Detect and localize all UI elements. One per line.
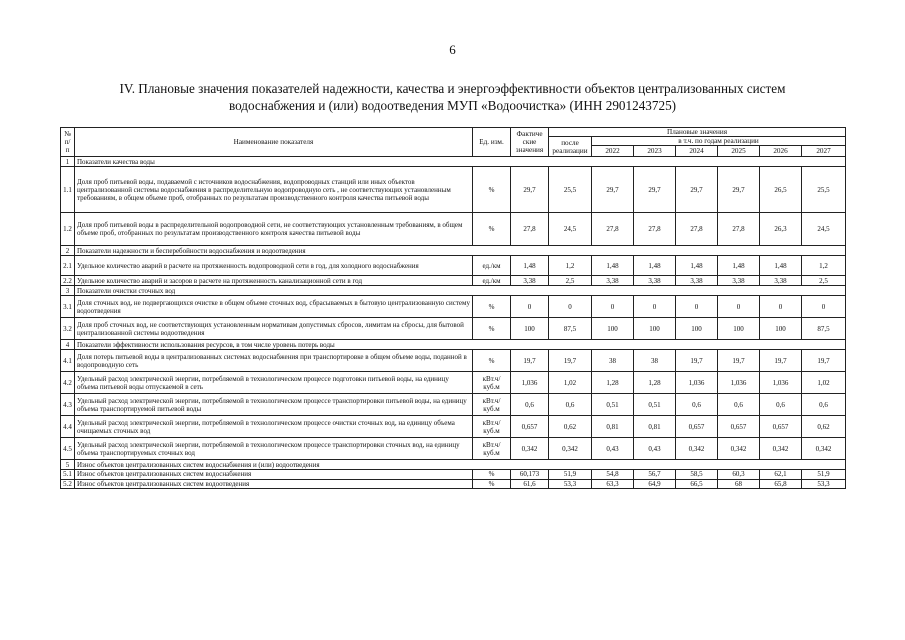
row-number: 3.1 xyxy=(61,296,75,318)
year-value: 0,342 xyxy=(760,438,802,460)
indicator-name: Удельное количество аварий и засоров в расчете на протяженность канализационной сети в год xyxy=(75,276,473,286)
year-value: 1,02 xyxy=(802,372,846,394)
unit-cell: ед./км xyxy=(473,276,511,286)
actual-value: 60,173 xyxy=(511,470,549,479)
row-number: 4.3 xyxy=(61,394,75,416)
year-value: 0 xyxy=(802,296,846,318)
table-row xyxy=(61,438,846,460)
row-number: 1.2 xyxy=(61,213,75,246)
after-implementation-value: 87,5 xyxy=(549,318,592,340)
indicator-name: Износ объектов централизованных систем водоотведения xyxy=(75,479,473,488)
row-number: 2.2 xyxy=(61,276,75,286)
unit-cell: кВт.ч/куб.м xyxy=(473,372,511,394)
year-value: 19,7 xyxy=(676,350,718,372)
year-value: 0,81 xyxy=(634,416,676,438)
indicator-name: Доля потерь питьевой воды в централизованных системах водоснабжения при транспортировке в общем объеме воды, поданной в водопроводную сеть xyxy=(75,350,473,372)
after-implementation-value: 0,6 xyxy=(549,394,592,416)
header-year: 2025 xyxy=(718,146,760,157)
year-value: 0,657 xyxy=(760,416,802,438)
header-number: № п/п xyxy=(61,128,75,157)
header-indicator-name: Наименование показателя xyxy=(75,128,473,157)
year-value: 1,036 xyxy=(676,372,718,394)
section-title: Показатели эффективности использования ресурсов, в том числе уровень потерь воды xyxy=(75,340,846,350)
header-year: 2023 xyxy=(634,146,676,157)
year-value: 29,7 xyxy=(592,167,634,213)
table-row xyxy=(61,276,846,286)
section-number: 5 xyxy=(61,460,75,470)
year-value: 24,5 xyxy=(802,213,846,246)
after-implementation-value: 25,5 xyxy=(549,167,592,213)
after-implementation-value: 19,7 xyxy=(549,350,592,372)
unit-cell: % xyxy=(473,479,511,488)
table-row xyxy=(61,372,846,394)
table-row xyxy=(61,470,846,479)
actual-value: 27,8 xyxy=(511,213,549,246)
indicator-name: Удельный расход электрической энергии, потребляемой в технологическом процессе транспортировки сточных вод, на единицу объема транспортируемых сточных вод xyxy=(75,438,473,460)
actual-value: 61,6 xyxy=(511,479,549,488)
year-value: 100 xyxy=(634,318,676,340)
section-row xyxy=(61,246,846,256)
year-value: 100 xyxy=(760,318,802,340)
section-number: 4 xyxy=(61,340,75,350)
header-actual-values: Фактиче ские значения xyxy=(511,128,549,157)
unit-cell: % xyxy=(473,213,511,246)
indicator-name: Доля проб питьевой воды, подаваемой с источников водоснабжения, водопроводных станций или иных объектов централизованной системы водоснабжения в распределительную водопроводную сеть , не соответствующих установленным требованиям, в общем объеме проб, отобранных по результатам производственного контроля качества питьевой воды xyxy=(75,167,473,213)
year-value: 38 xyxy=(592,350,634,372)
year-value: 0,657 xyxy=(718,416,760,438)
actual-value: 1,036 xyxy=(511,372,549,394)
year-value: 0 xyxy=(592,296,634,318)
year-value: 0,342 xyxy=(676,438,718,460)
section-title: Показатели качества воды xyxy=(75,157,846,167)
year-value: 62,1 xyxy=(760,470,802,479)
year-value: 3,38 xyxy=(634,276,676,286)
year-value: 53,3 xyxy=(802,479,846,488)
year-value: 0,6 xyxy=(718,394,760,416)
header-year: 2022 xyxy=(592,146,634,157)
year-value: 3,38 xyxy=(718,276,760,286)
actual-value: 0,6 xyxy=(511,394,549,416)
year-value: 27,8 xyxy=(718,213,760,246)
unit-cell: кВт.ч/куб.м xyxy=(473,416,511,438)
table-row xyxy=(61,318,846,340)
year-value: 1,48 xyxy=(634,256,676,276)
unit-cell: % xyxy=(473,296,511,318)
year-value: 25,5 xyxy=(802,167,846,213)
year-value: 19,7 xyxy=(802,350,846,372)
indicators-table xyxy=(60,127,846,489)
indicator-name: Удельное количество аварий в расчете на протяженность водопроводной сети в год, для холодного водоснабжения xyxy=(75,256,473,276)
year-value: 38 xyxy=(634,350,676,372)
indicator-name: Удельный расход электрической энергии, потребляемой в технологическом процессе очистки сточных вод, на единицу объема очищаемых сточных вод xyxy=(75,416,473,438)
year-value: 100 xyxy=(676,318,718,340)
row-number: 4.5 xyxy=(61,438,75,460)
year-value: 0,43 xyxy=(592,438,634,460)
row-number: 5.1 xyxy=(61,470,75,479)
year-value: 100 xyxy=(718,318,760,340)
indicator-name: Доля проб питьевой воды в распределительной водопроводной сети, не соответствующих установленным требованиям, в общем объеме проб, отобранных по результатам производственного контроля качества питьевой воды xyxy=(75,213,473,246)
year-value: 19,7 xyxy=(760,350,802,372)
year-value: 27,8 xyxy=(676,213,718,246)
year-value: 0,51 xyxy=(634,394,676,416)
year-value: 0,342 xyxy=(718,438,760,460)
section-row xyxy=(61,286,846,296)
year-value: 1,28 xyxy=(634,372,676,394)
year-value: 0,657 xyxy=(676,416,718,438)
table-row xyxy=(61,213,846,246)
year-value: 29,7 xyxy=(676,167,718,213)
section-title: Показатели надежности и бесперебойности водоснабжения и водоотведения xyxy=(75,246,846,256)
section-row xyxy=(61,340,846,350)
year-value: 65,8 xyxy=(760,479,802,488)
section-row xyxy=(61,460,846,470)
header-year: 2026 xyxy=(760,146,802,157)
year-value: 29,7 xyxy=(718,167,760,213)
after-implementation-value: 0,62 xyxy=(549,416,592,438)
row-number: 4.2 xyxy=(61,372,75,394)
year-value: 0,43 xyxy=(634,438,676,460)
year-value: 0,6 xyxy=(676,394,718,416)
year-value: 27,8 xyxy=(634,213,676,246)
unit-cell: % xyxy=(473,167,511,213)
year-value: 0,342 xyxy=(802,438,846,460)
year-value: 2,5 xyxy=(802,276,846,286)
header-year: 2024 xyxy=(676,146,718,157)
year-value: 19,7 xyxy=(718,350,760,372)
table-row xyxy=(61,296,846,318)
table-row xyxy=(61,394,846,416)
year-value: 0 xyxy=(718,296,760,318)
table-row xyxy=(61,256,846,276)
year-value: 0,81 xyxy=(592,416,634,438)
table-row xyxy=(61,350,846,372)
year-value: 1,036 xyxy=(718,372,760,394)
row-number: 4.1 xyxy=(61,350,75,372)
section-title: Показатели очистки сточных вод xyxy=(75,286,846,296)
page-number: 6 xyxy=(449,42,456,57)
indicator-name: Износ объектов централизованных систем водоснабжения xyxy=(75,470,473,479)
row-number: 1.1 xyxy=(61,167,75,213)
unit-cell: кВт.ч/куб.м xyxy=(473,394,511,416)
actual-value: 0 xyxy=(511,296,549,318)
after-implementation-value: 1,2 xyxy=(549,256,592,276)
year-value: 1,28 xyxy=(592,372,634,394)
section-number: 2 xyxy=(61,246,75,256)
actual-value: 100 xyxy=(511,318,549,340)
year-value: 0 xyxy=(676,296,718,318)
row-number: 5.2 xyxy=(61,479,75,488)
table-row xyxy=(61,167,846,213)
year-value: 0 xyxy=(760,296,802,318)
after-implementation-value: 24,5 xyxy=(549,213,592,246)
indicator-name: Доля проб сточных вод, не соответствующих установленным нормативам допустимых сбросов, лимитам на сбросы, для бытовой централизованной системы водоотведения xyxy=(75,318,473,340)
year-value: 3,38 xyxy=(760,276,802,286)
year-value: 66,5 xyxy=(676,479,718,488)
unit-cell: % xyxy=(473,470,511,479)
indicator-name: Доля сточных вод, не подвергающихся очистке в общем объеме сточных вод, сбрасываемых в бытовую централизованную систему водоотведения xyxy=(75,296,473,318)
row-number: 2.1 xyxy=(61,256,75,276)
year-value: 1,48 xyxy=(676,256,718,276)
actual-value: 19,7 xyxy=(511,350,549,372)
unit-cell: ед./км xyxy=(473,256,511,276)
actual-value: 29,7 xyxy=(511,167,549,213)
heading-line-1: IV. Плановые значения показателей надежности, качества и энергоэффективности объектов централизованных систем xyxy=(119,81,786,96)
year-value: 63,3 xyxy=(592,479,634,488)
year-value: 0,51 xyxy=(592,394,634,416)
section-title: Износ объектов централизованных систем водоснабжения и (или) водоотведения xyxy=(75,460,846,470)
actual-value: 1,48 xyxy=(511,256,549,276)
year-value: 1,48 xyxy=(592,256,634,276)
after-implementation-value: 2,5 xyxy=(549,276,592,286)
header-unit: Ед. изм. xyxy=(473,128,511,157)
after-implementation-value: 51,9 xyxy=(549,470,592,479)
unit-cell: % xyxy=(473,350,511,372)
row-number: 3.2 xyxy=(61,318,75,340)
after-implementation-value: 1,02 xyxy=(549,372,592,394)
heading-line-2: водоснабжения и (или) водоотведения МУП «Водоочистка» (ИНН 2901243725) xyxy=(228,98,677,113)
year-value: 87,5 xyxy=(802,318,846,340)
year-value: 100 xyxy=(592,318,634,340)
year-value: 1,2 xyxy=(802,256,846,276)
year-value: 0 xyxy=(634,296,676,318)
table-row xyxy=(61,416,846,438)
year-value: 27,8 xyxy=(592,213,634,246)
year-value: 3,38 xyxy=(676,276,718,286)
actual-value: 0,657 xyxy=(511,416,549,438)
year-value: 1,036 xyxy=(760,372,802,394)
after-implementation-value: 53,3 xyxy=(549,479,592,488)
header-year: 2027 xyxy=(802,146,846,157)
year-value: 26,5 xyxy=(760,167,802,213)
year-value: 60,3 xyxy=(718,470,760,479)
year-value: 0,6 xyxy=(760,394,802,416)
row-number: 4.4 xyxy=(61,416,75,438)
year-value: 64,9 xyxy=(634,479,676,488)
actual-value: 0,342 xyxy=(511,438,549,460)
year-value: 58,5 xyxy=(676,470,718,479)
actual-value: 3,38 xyxy=(511,276,549,286)
year-value: 54,8 xyxy=(592,470,634,479)
year-value: 1,48 xyxy=(760,256,802,276)
year-value: 56,7 xyxy=(634,470,676,479)
section-row xyxy=(61,157,846,167)
indicator-name: Удельный расход электрической энергии, потребляемой в технологическом процессе подготовки питьевой воды, на единицу объема питьевой воды отпускаемой в сеть xyxy=(75,372,473,394)
year-value: 51,9 xyxy=(802,470,846,479)
header-planned-values: Плановые значения xyxy=(549,128,846,137)
year-value: 3,38 xyxy=(592,276,634,286)
indicator-name: Удельный расход электрической энергии, потребляемой в технологическом процессе транспортировки питьевой воды, на единицу объема транспортируемой питьевой воды xyxy=(75,394,473,416)
table-row xyxy=(61,479,846,488)
unit-cell: % xyxy=(473,318,511,340)
year-value: 26,3 xyxy=(760,213,802,246)
header-after-implementation: после реализации xyxy=(549,137,592,157)
year-value: 0,62 xyxy=(802,416,846,438)
year-value: 29,7 xyxy=(634,167,676,213)
year-value: 0,6 xyxy=(802,394,846,416)
section-number: 1 xyxy=(61,157,75,167)
after-implementation-value: 0 xyxy=(549,296,592,318)
unit-cell: кВт.ч/куб.м xyxy=(473,438,511,460)
document-heading xyxy=(60,80,845,114)
section-number: 3 xyxy=(61,286,75,296)
after-implementation-value: 0,342 xyxy=(549,438,592,460)
year-value: 1,48 xyxy=(718,256,760,276)
year-value: 68 xyxy=(718,479,760,488)
header-by-years: в т.ч. по годам реализации xyxy=(592,137,846,146)
